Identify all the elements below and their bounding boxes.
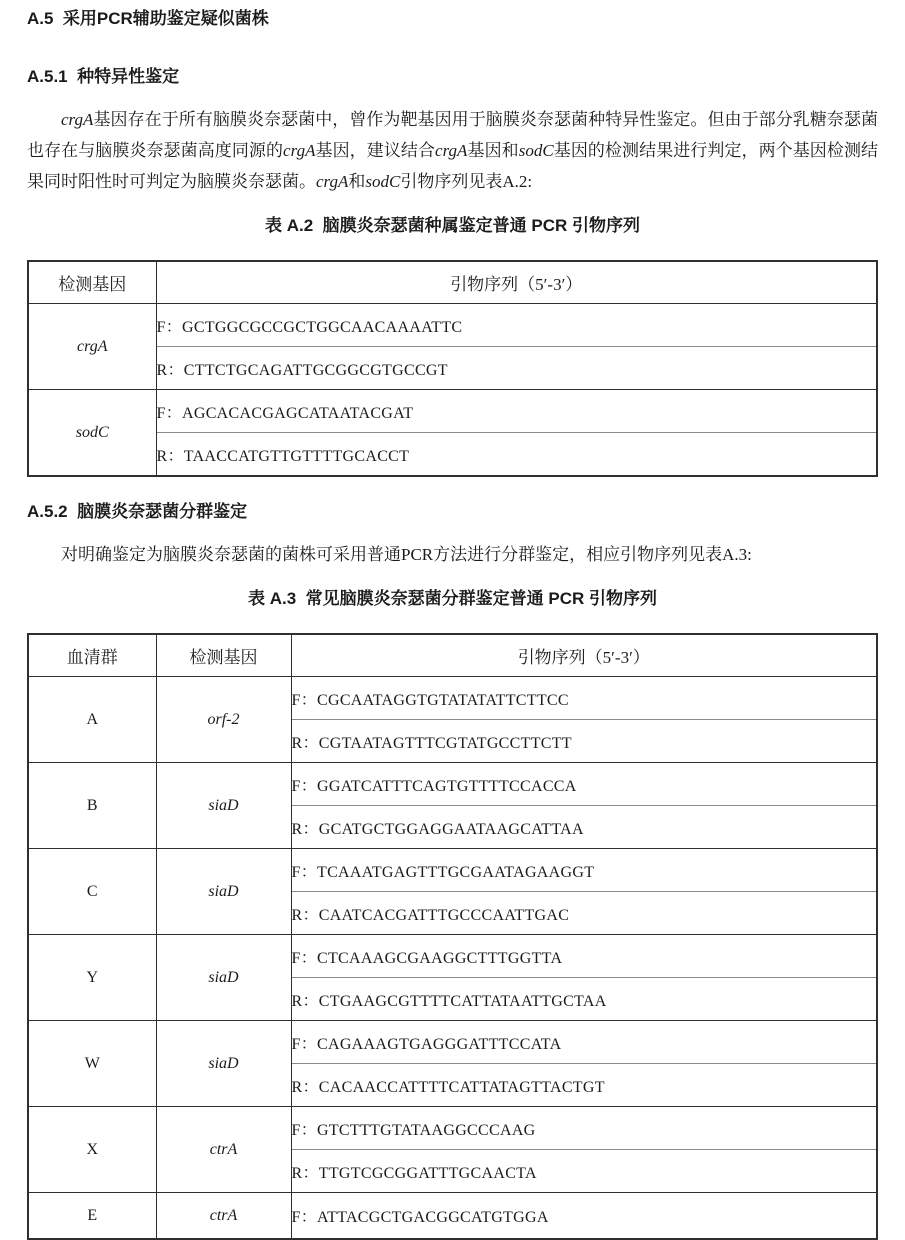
primer-cell: R：CTTCTGCAGATTGCGGCGTGCCGT bbox=[156, 347, 877, 390]
table-row bbox=[28, 347, 877, 390]
gene-cell: orf-2 bbox=[156, 677, 291, 763]
gene-cell: crgA bbox=[28, 304, 156, 390]
section-heading-a52: A.5.2 脑膜炎奈瑟菌分群鉴定 bbox=[27, 502, 248, 521]
table-a3 bbox=[27, 633, 878, 1240]
primer-cell: R：TTGTCGCGGATTTGCAACTA bbox=[291, 1150, 877, 1193]
inline-gene-name: crgA bbox=[316, 172, 349, 191]
table-row bbox=[28, 304, 877, 347]
column-header-primer-sequence: 引物序列（5′-3′） bbox=[291, 634, 877, 677]
primer-cell: F：AGCACACGAGCATAATACGAT bbox=[156, 390, 877, 433]
primer-cell: R：CGTAATAGTTTCGTATGCCTTCTT bbox=[291, 720, 877, 763]
column-header-serogroup: 血清群 bbox=[28, 634, 156, 677]
primer-cell: F：CTCAAAGCGAAGGCTTTGGTTA bbox=[291, 935, 877, 978]
primer-cell: R：CAATCACGATTTGCCCAATTGAC bbox=[291, 892, 877, 935]
serogroup-cell: X bbox=[28, 1107, 156, 1193]
table-a2-body bbox=[28, 304, 877, 477]
table-a3-caption: 表 A.3 常见脑膜炎奈瑟菌分群鉴定普通 PCR 引物序列 bbox=[248, 589, 657, 608]
text-run: 和 bbox=[348, 172, 366, 191]
primer-cell: R：GCATGCTGGAGGAATAAGCATTAA bbox=[291, 806, 877, 849]
primer-cell: F：CGCAATAGGTGTATATATTCTTCC bbox=[291, 677, 877, 720]
serogroup-cell: Y bbox=[28, 935, 156, 1021]
gene-cell: siaD bbox=[156, 849, 291, 935]
text-run: 引物序列见表A.2: bbox=[400, 172, 533, 191]
serogroup-cell: C bbox=[28, 849, 156, 935]
table-row bbox=[28, 1193, 877, 1240]
column-header-primer-sequence: 引物序列（5′-3′） bbox=[156, 261, 877, 304]
primer-cell: R：TAACCATGTTGTTTTGCACCT bbox=[156, 433, 877, 477]
table-row bbox=[28, 1107, 877, 1150]
column-header-gene: 检测基因 bbox=[156, 634, 291, 677]
serogroup-cell: B bbox=[28, 763, 156, 849]
primer-cell: F：GTCTTTGTATAAGGCCCAAG bbox=[291, 1107, 877, 1150]
primer-cell: F：TCAAATGAGTTTGCGAATAGAAGGT bbox=[291, 849, 877, 892]
text-run: 基因的检测结果进行判定，两个基因检测结果同时阳性时可判定为脑膜炎奈瑟菌。 bbox=[27, 141, 879, 191]
primer-cell: R：CTGAAGCGTTTTCATTATAATTGCTAA bbox=[291, 978, 877, 1021]
section-heading-a51: A.5.1 种特异性鉴定 bbox=[27, 67, 180, 86]
primer-cell: F：CAGAAAGTGAGGGATTTCCATA bbox=[291, 1021, 877, 1064]
inline-gene-name: crgA bbox=[61, 110, 94, 129]
column-header-gene: 检测基因 bbox=[28, 261, 156, 304]
inline-gene-name: crgA bbox=[435, 141, 468, 160]
primer-cell: R：CACAACCATTTTCATTATAGTTACTGT bbox=[291, 1064, 877, 1107]
gene-cell: siaD bbox=[156, 935, 291, 1021]
table-a2-caption: 表 A.2 脑膜炎奈瑟菌种属鉴定普通 PCR 引物序列 bbox=[265, 216, 640, 235]
table-row bbox=[28, 390, 877, 433]
table-a2-header-row bbox=[28, 261, 877, 304]
table-row bbox=[28, 763, 877, 806]
table-row bbox=[28, 1021, 877, 1064]
table-row bbox=[28, 433, 877, 477]
gene-cell: siaD bbox=[156, 1021, 291, 1107]
table-row bbox=[28, 677, 877, 720]
text-run: 基因存在于所有脑膜炎奈瑟菌中，曾作为靶基因用于脑膜炎奈瑟菌种特异性鉴定。但由于部分乳糖奈瑟菌也存在与脑膜炎奈瑟菌高度同源的 bbox=[27, 110, 878, 160]
text-run: 基因，建议结合 bbox=[315, 141, 436, 160]
table-a3-header-row bbox=[28, 634, 877, 677]
paragraph-serogroup-identification: 对明确鉴定为脑膜炎奈瑟菌的菌株可采用普通PCR方法进行分群鉴定，相应引物序列见表A.3: bbox=[61, 545, 752, 564]
table-row bbox=[28, 849, 877, 892]
table-row bbox=[28, 935, 877, 978]
gene-cell: siaD bbox=[156, 763, 291, 849]
text-run: 基因和 bbox=[467, 141, 519, 160]
serogroup-cell: E bbox=[28, 1193, 156, 1240]
paragraph-species-identification bbox=[27, 104, 878, 197]
primer-cell: F：ATTACGCTGACGGCATGTGGA bbox=[291, 1193, 877, 1240]
serogroup-cell: W bbox=[28, 1021, 156, 1107]
inline-gene-name: sodC bbox=[365, 172, 401, 191]
gene-cell: ctrA bbox=[156, 1107, 291, 1193]
primer-cell: F：GCTGGCGCCGCTGGCAACAAAATTC bbox=[156, 304, 877, 347]
inline-gene-name: crgA bbox=[283, 141, 316, 160]
inline-gene-name: sodC bbox=[518, 141, 554, 160]
gene-cell: sodC bbox=[28, 390, 156, 477]
primer-cell: F：GGATCATTTCAGTGTTTTCCACCA bbox=[291, 763, 877, 806]
gene-cell: ctrA bbox=[156, 1193, 291, 1240]
serogroup-cell: A bbox=[28, 677, 156, 763]
section-heading-a5: A.5 采用PCR辅助鉴定疑似菌株 bbox=[27, 9, 269, 28]
table-a2 bbox=[27, 260, 878, 477]
table-a3-body bbox=[28, 677, 877, 1240]
